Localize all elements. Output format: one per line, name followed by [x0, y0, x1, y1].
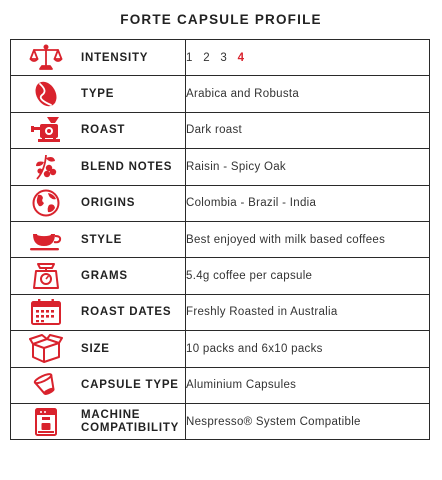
- table-row-size: [11, 331, 430, 367]
- table-row-grams: [11, 258, 430, 294]
- table-row-type: [11, 76, 430, 112]
- table-row-origins: [11, 185, 430, 221]
- intensity-scale: [186, 40, 430, 76]
- coffee-branch-icon: [29, 152, 63, 182]
- weighing-scale-icon: [29, 261, 63, 291]
- row-label: INTENSITY: [81, 40, 186, 76]
- row-value: 5.4g coffee per capsule: [186, 258, 430, 294]
- box-icon: [29, 334, 63, 364]
- row-value: Dark roast: [186, 112, 430, 148]
- table-row-roast-dates: [11, 294, 430, 330]
- coffee-bean-icon: [29, 79, 63, 109]
- table-row-roast: [11, 112, 430, 148]
- table-row-intensity: [11, 40, 430, 76]
- table-row-style: [11, 221, 430, 257]
- row-label-line-2: COMPATIBILITY: [81, 421, 180, 434]
- intensity-level-1: 1: [186, 51, 193, 64]
- row-value: Aluminium Capsules: [186, 367, 430, 403]
- row-label: [81, 403, 186, 439]
- row-value: Freshly Roasted in Australia: [186, 294, 430, 330]
- row-label: CAPSULE TYPE: [81, 367, 186, 403]
- row-value: Nespresso® System Compatible: [186, 403, 430, 439]
- roaster-icon: [29, 115, 63, 145]
- table-row-capsule-type: [11, 367, 430, 403]
- capsule-icon: [29, 370, 63, 400]
- intensity-level-3: 3: [220, 51, 228, 64]
- table-row-machine-compatibility: [11, 403, 430, 439]
- globe-icon: [29, 188, 63, 218]
- scale-icon: [29, 43, 63, 73]
- coffee-machine-icon: [29, 407, 63, 437]
- row-label: GRAMS: [81, 258, 186, 294]
- row-label: BLEND NOTES: [81, 149, 186, 185]
- calendar-icon: [29, 297, 63, 327]
- capsule-profile-table: [10, 39, 430, 440]
- table-row-blend-notes: [11, 149, 430, 185]
- intensity-level-4: 4: [237, 51, 245, 64]
- row-label: ROAST: [81, 112, 186, 148]
- page-title: FORTE CAPSULE PROFILE: [120, 12, 322, 27]
- row-label: ORIGINS: [81, 185, 186, 221]
- coffee-cup-icon: [29, 225, 63, 255]
- row-value: Raisin - Spicy Oak: [186, 149, 430, 185]
- row-value: Colombia - Brazil - India: [186, 185, 430, 221]
- row-value: Best enjoyed with milk based coffees: [186, 221, 430, 257]
- row-value: 10 packs and 6x10 packs: [186, 331, 430, 367]
- row-label-line-1: MACHINE: [81, 408, 141, 421]
- intensity-level-2: 2: [203, 51, 210, 64]
- row-value: Arabica and Robusta: [186, 76, 430, 112]
- row-label: STYLE: [81, 221, 186, 257]
- row-label: ROAST DATES: [81, 294, 186, 330]
- row-label: SIZE: [81, 331, 186, 367]
- row-label: TYPE: [81, 76, 186, 112]
